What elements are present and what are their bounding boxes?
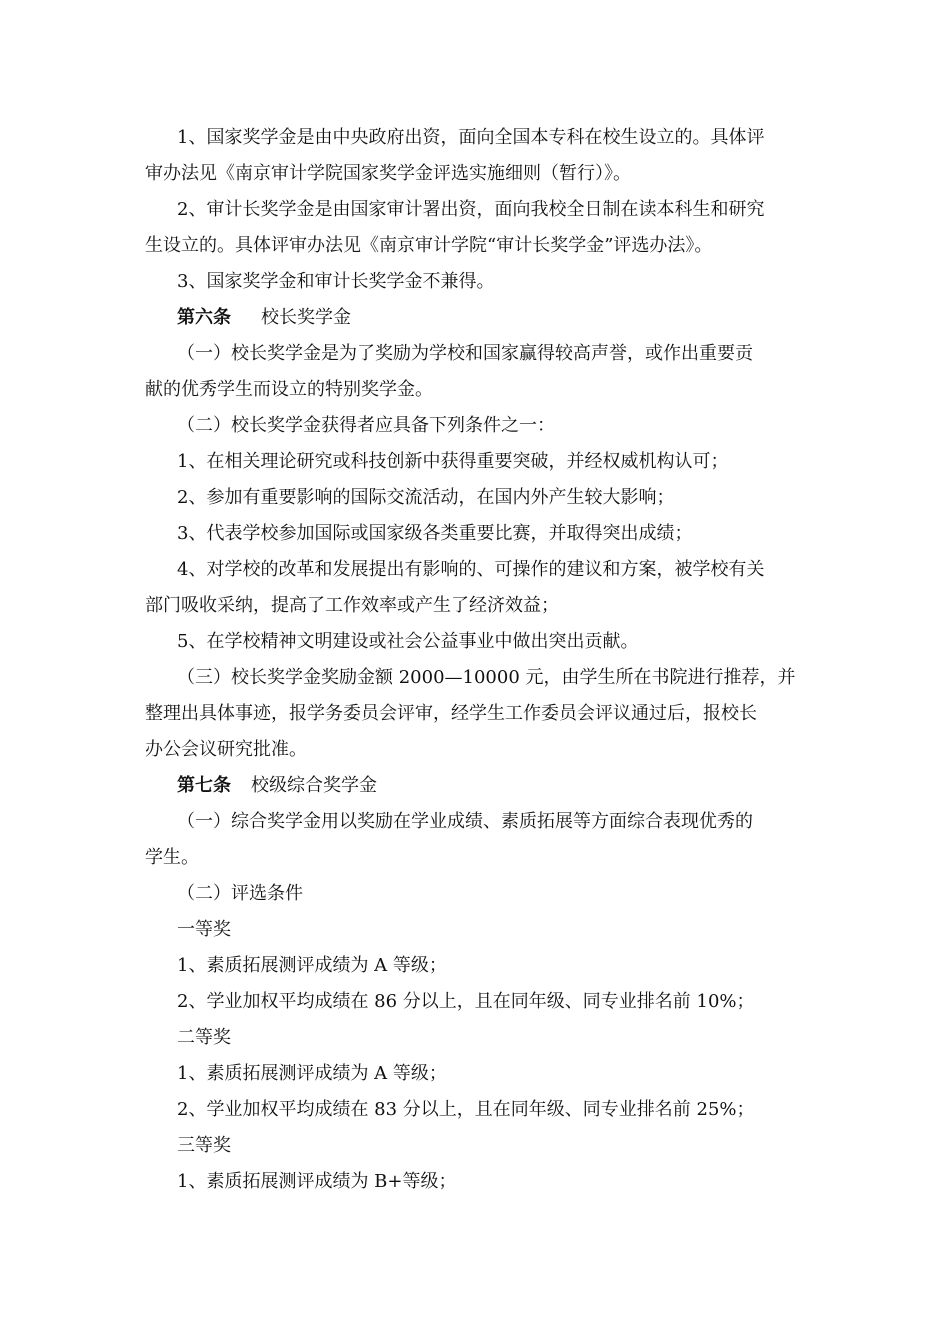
paragraph-line: 部门吸收采纳，提高了工作效率或产生了经济效益；: [145, 595, 559, 616]
article-number: 第七条: [177, 775, 231, 796]
paragraph-line: 2、审计长奖学金是由国家审计署出资，面向我校全日制在读本科生和研究: [177, 199, 765, 220]
article-number: 第六条: [177, 307, 231, 328]
paragraph-line: 整理出具体事迹，报学务委员会评审，经学生工作委员会评议通过后，报校长: [145, 703, 757, 724]
paragraph-line: 1、素质拓展测评成绩为 B+等级；: [177, 1171, 457, 1192]
article-heading-6: [145, 300, 810, 336]
paragraph-line: （三）校长奖学金奖励金额 2000—10000 元，由学生所在书院进行推荐，并: [177, 667, 796, 688]
paragraph-line: 审办法见《南京审计学院国家奖学金评选实施细则（暂行）》。: [145, 163, 631, 184]
paragraph-line: 学生。: [145, 847, 199, 868]
paragraph-line: 5、在学校精神文明建设或社会公益事业中做出突出贡献。: [177, 631, 639, 652]
paragraph-line: 献的优秀学生而设立的特别奖学金。: [145, 379, 433, 400]
paragraph-line: （二）校长奖学金获得者应具备下列条件之一：: [177, 415, 555, 436]
paragraph-line: 1、国家奖学金是由中央政府出资，面向全国本专科在校生设立的。具体评: [177, 127, 765, 148]
document-body: [145, 120, 810, 1200]
paragraph-line: 3、国家奖学金和审计长奖学金不兼得。: [177, 271, 495, 292]
paragraph-line: 2、参加有重要影响的国际交流活动，在国内外产生较大影响；: [177, 487, 675, 508]
article-title: 校长奖学金: [261, 307, 351, 328]
paragraph-line: （一）综合奖学金用以奖励在学业成绩、素质拓展等方面综合表现优秀的: [177, 811, 753, 832]
paragraph-line: （一）校长奖学金是为了奖励为学校和国家赢得较高声誉，或作出重要贡: [177, 343, 753, 364]
paragraph-line: 1、素质拓展测评成绩为 A 等级；: [177, 1063, 447, 1084]
paragraph-line: 2、学业加权平均成绩在 86 分以上，且在同年级、同专业排名前 10%；: [177, 991, 755, 1012]
paragraph-line: 4、对学校的改革和发展提出有影响的、可操作的建议和方案，被学校有关: [177, 559, 765, 580]
paragraph-line: 一等奖: [177, 919, 231, 940]
paragraph-line: 二等奖: [177, 1027, 231, 1048]
paragraph-line: 生设立的。具体评审办法见《南京审计学院“审计长奖学金”评选办法》。: [145, 235, 713, 256]
paragraph-line: 3、代表学校参加国际或国家级各类重要比赛，并取得突出成绩；: [177, 523, 693, 544]
article-heading-7: [145, 768, 810, 804]
paragraph-line: 1、在相关理论研究或科技创新中获得重要突破，并经权威机构认可；: [177, 451, 729, 472]
paragraph-line: 2、学业加权平均成绩在 83 分以上，且在同年级、同专业排名前 25%；: [177, 1099, 755, 1120]
paragraph-line: 三等奖: [177, 1135, 231, 1156]
paragraph-line: 办公会议研究批准。: [145, 739, 307, 760]
article-title: 校级综合奖学金: [251, 775, 377, 796]
paragraph-line: （二）评选条件: [177, 883, 303, 904]
paragraph-line: 1、素质拓展测评成绩为 A 等级；: [177, 955, 447, 976]
